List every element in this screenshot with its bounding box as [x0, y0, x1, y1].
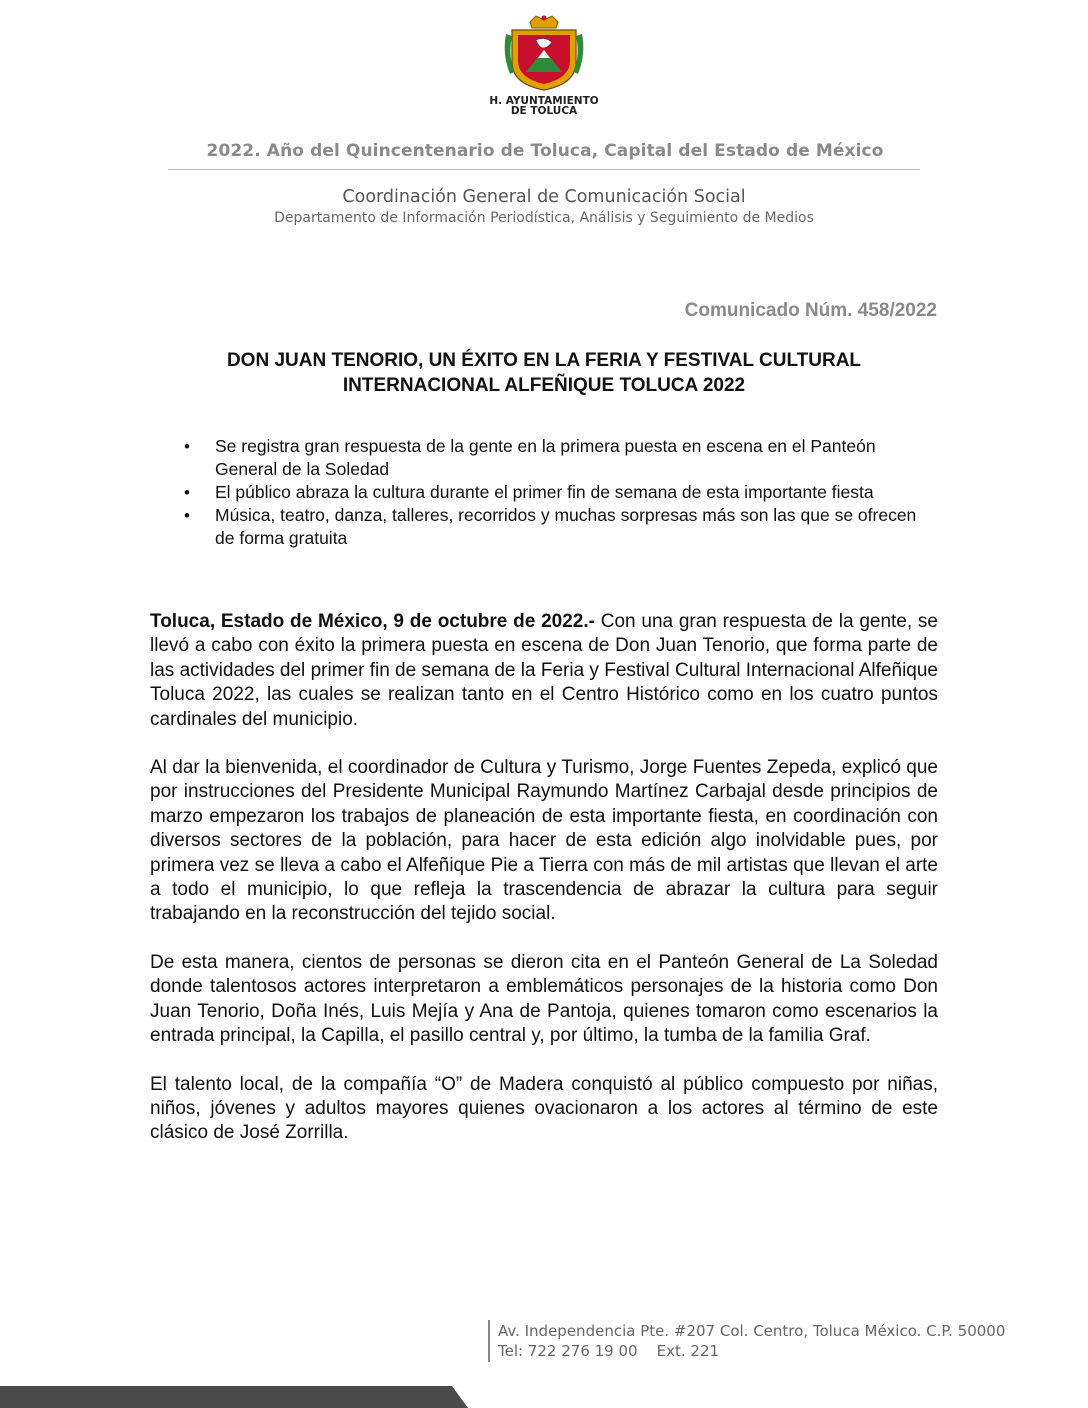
footer-divider — [488, 1320, 490, 1362]
footer-phone: Tel: 722 276 19 00 Ext. 221 — [498, 1342, 720, 1360]
logo-caption-line1: H. AYUNTAMIENTO — [489, 95, 599, 107]
header-divider — [168, 169, 920, 170]
highlight-text: Música, teatro, danza, talleres, recorridos y muchas sorpresas más son las que se ofrecen de forma gratuita — [215, 505, 917, 548]
communique-number: Comunicado Núm. 458/2022 — [684, 300, 937, 321]
paragraph-4: El talento local, de la compañía “O” de Madera conquistó al público compuesto por niñas, niños, jóvenes y adultos mayores quienes ovacionaron a los actores al término de este clásico de José Zorrilla. — [150, 1073, 938, 1144]
footer-contact — [498, 1321, 1005, 1361]
year-motto: 2022. Año del Quincentenario de Toluca, Capital del Estado de México — [206, 141, 884, 161]
paragraph-1 — [150, 610, 938, 732]
footer-band — [0, 1386, 468, 1408]
paragraph-2: Al dar la bienvenida, el coordinador de Cultura y Turismo, Jorge Fuentes Zepeda, explicó que por instrucciones del Presidente Municipal Raymundo Martínez Carbajal desde principios de marzo empezaron los trabajos de planeación de esta importante fiesta, en coordinación con diversos sectores de la población, para hacer de esta edición algo inolvidable pues, por primera vez se lleva a cabo el Alfeñique Pie a Tierra con más de mil artistas que llevan el arte a todo el municipio, lo que refleja la trascendencia de abrazar la cultura para seguir trabajando en la reconstrucción del tejido social. — [150, 757, 938, 925]
dateline: Toluca, Estado de México, 9 de octubre de 2022.- — [150, 611, 595, 632]
highlights-list — [150, 435, 920, 550]
logo-caption — [470, 96, 618, 116]
headline-line-2: INTERNACIONAL ALFEÑIQUE TOLUCA 2022 — [342, 375, 746, 396]
footer-address: Av. Independencia Pte. #207 Col. Centro, Toluca México. C.P. 50000 — [498, 1322, 1006, 1340]
coordination-title: Coordinación General de Comunicación Social — [342, 187, 746, 207]
article-body — [150, 610, 938, 1170]
bullet-icon: • — [184, 483, 190, 502]
paragraph-3: De esta manera, cientos de personas se dieron cita en el Panteón General de La Soledad donde talentosos actores interpretaron a emblemáticos personajes de la historia como Don Juan Tenorio, Doña Inés, Luis Mejía y Ana de Pantoja, quienes tomaron como escenarios la entrada principal, la Capilla, el pasillo central y, por último, la tumba de la familia Graf. — [150, 951, 938, 1047]
paragraph-1-text: Con una gran respuesta de la gente, se llevó a cabo con éxito la primera puesta en escena de Don Juan Tenorio, que forma parte de las actividades del primer fin de semana de la Feria y Festival Cultural Internacional Alfeñique Toluca 2022, las cuales se realizan tanto en el Centro Histórico como en los cuatro puntos cardinales del municipio. — [150, 611, 938, 730]
department-subtitle: Departamento de Información Periodística, Análisis y Seguimiento de Medios — [274, 210, 814, 226]
bullet-icon: • — [184, 437, 190, 456]
highlight-item — [150, 481, 920, 504]
toluca-coat-of-arms-logo — [500, 14, 588, 92]
bullet-icon: • — [184, 506, 190, 525]
highlight-item — [150, 435, 920, 481]
highlight-item — [150, 504, 920, 550]
headline — [150, 348, 938, 398]
headline-line-1: DON JUAN TENORIO, UN ÉXITO EN LA FERIA Y FESTIVAL CULTURAL — [226, 350, 862, 371]
highlight-text: El público abraza la cultura durante el primer fin de semana de esta importante fiesta — [215, 482, 874, 502]
highlight-text: Se registra gran respuesta de la gente en la primera puesta en escena en el Panteón General de la Soledad — [215, 436, 876, 479]
logo-caption-line2: DE TOLUCA — [510, 105, 578, 117]
